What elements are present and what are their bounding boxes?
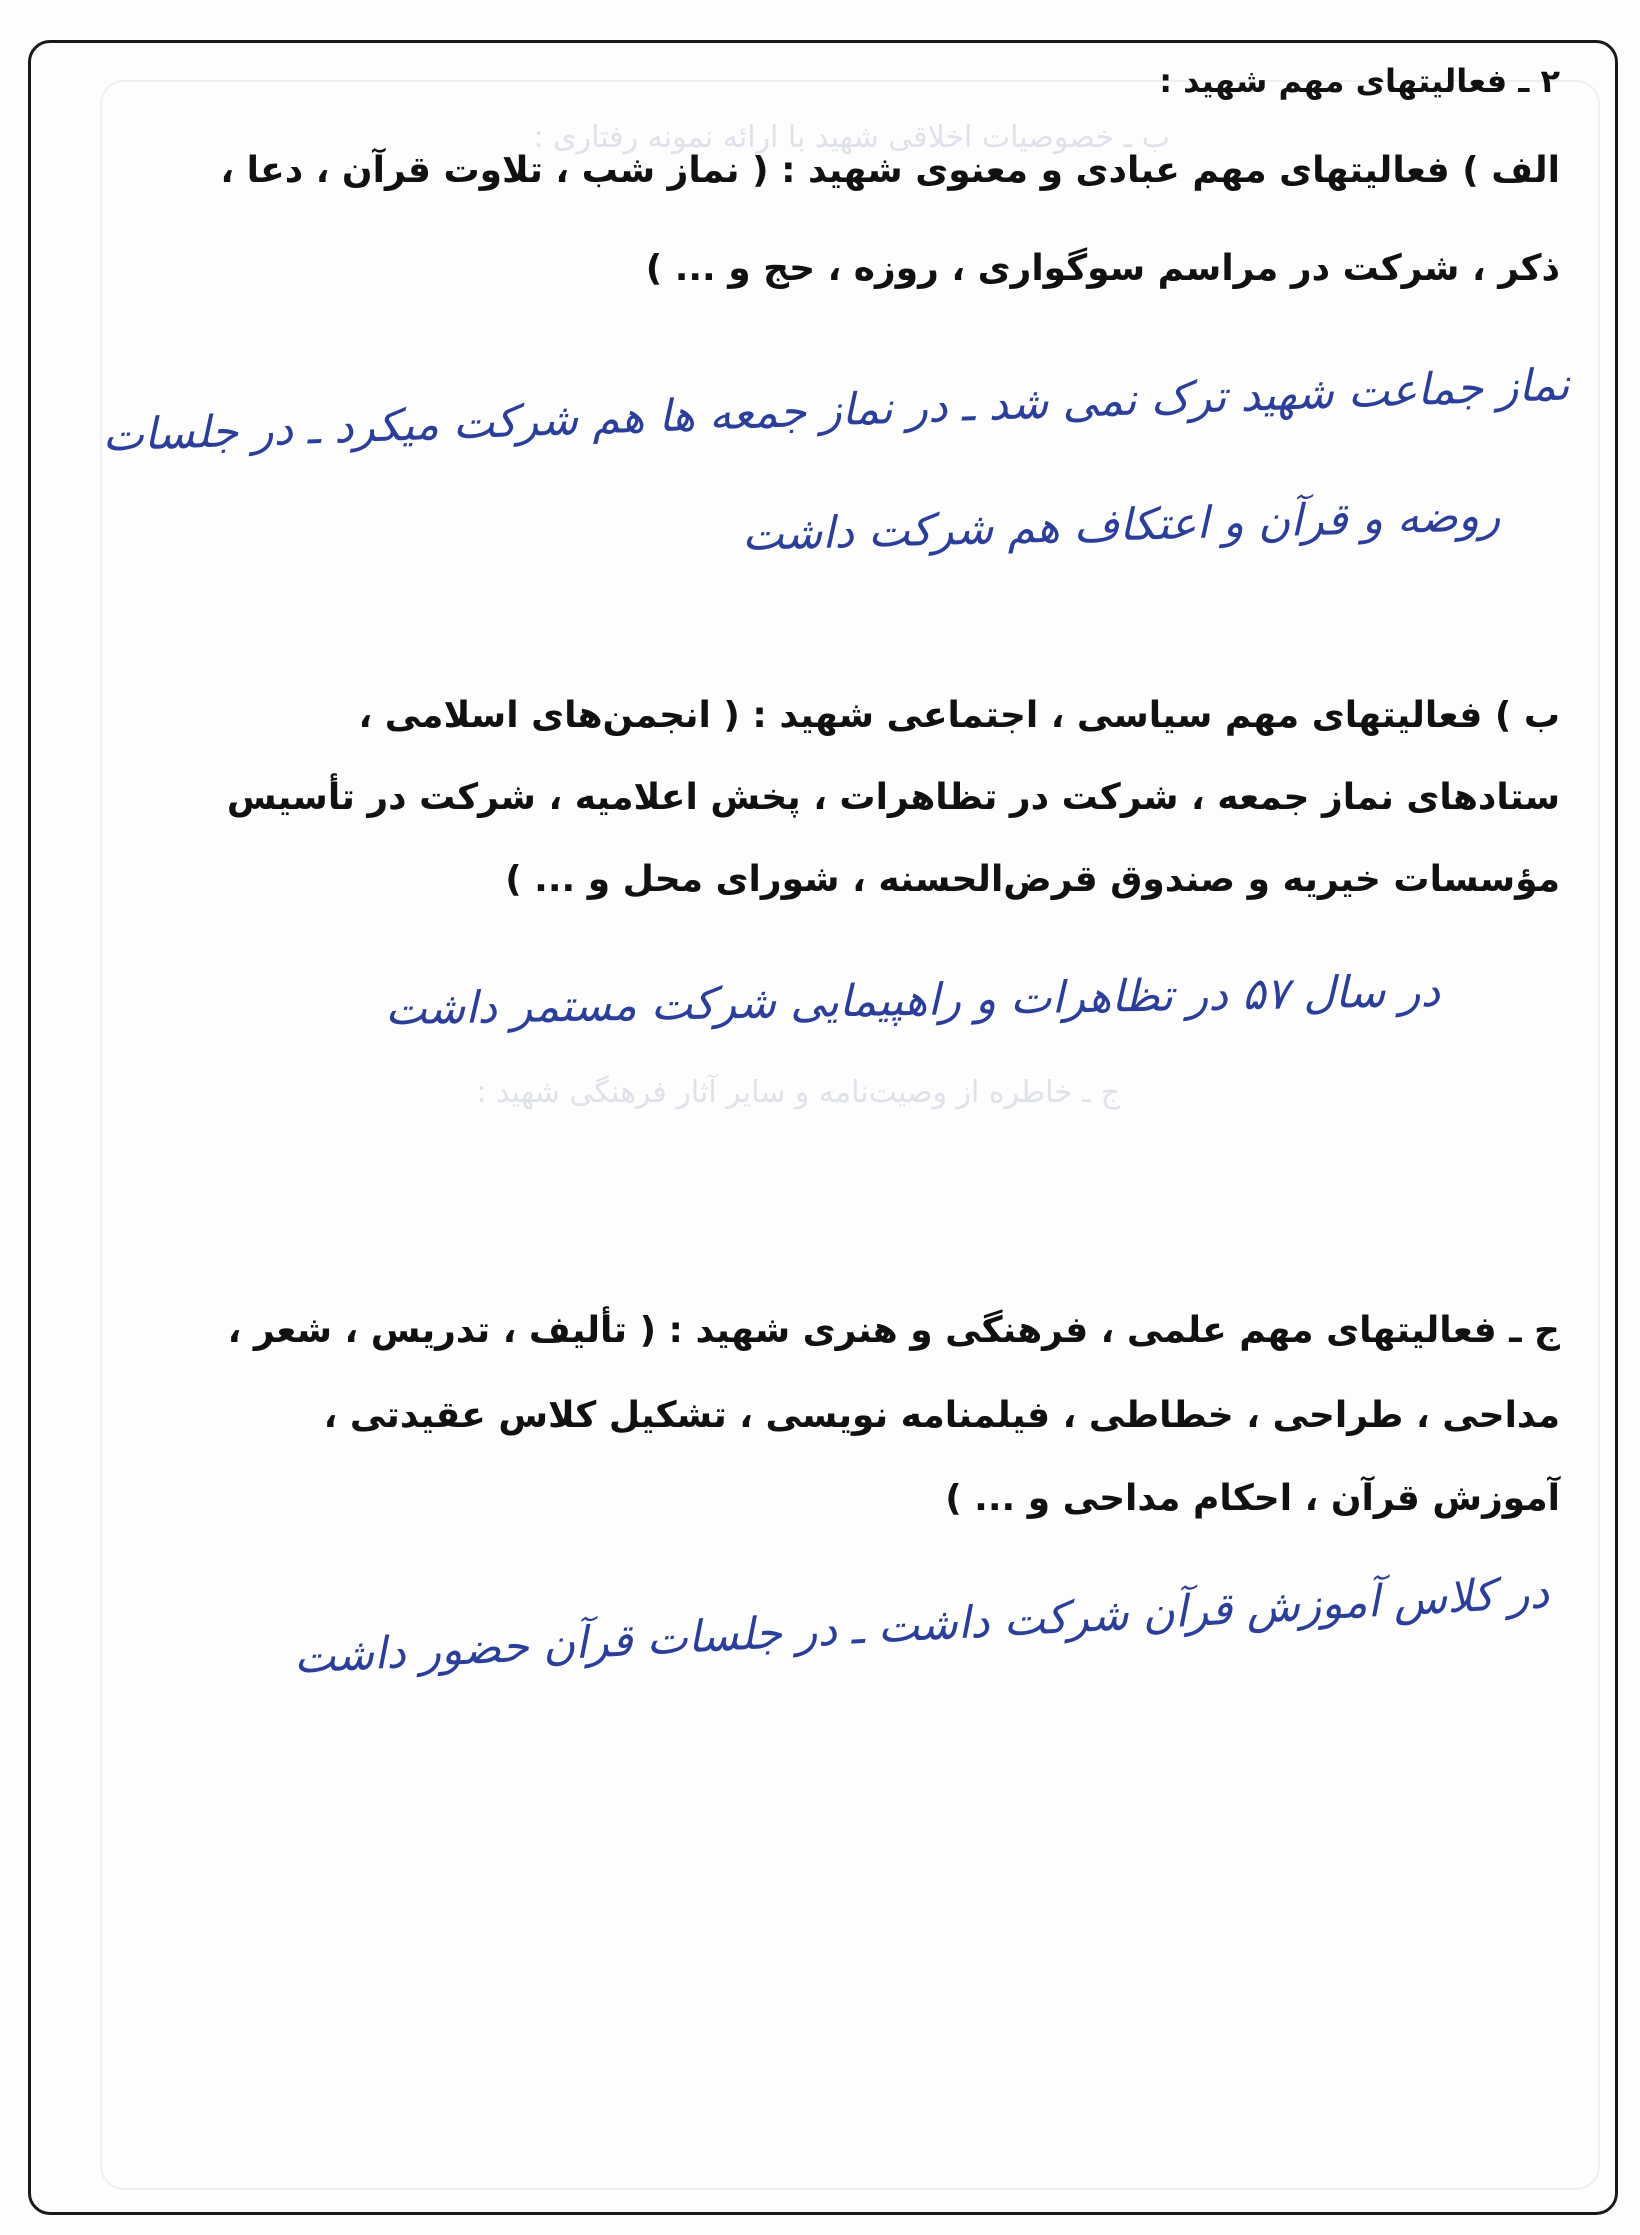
bleed-through-text: ج ـ خاطره از وصیت‌نامه و سایر آثار فرهنگی شهید : [476, 1075, 1120, 1110]
bleed-through-text: ب ـ خصوصیات اخلاقی شهید با ارائه نمونه رفتاری : [533, 120, 1170, 155]
section-c-line-1: ج ـ فعالیتهای مهم علمی ، فرهنگی و هنری شهید : ( تألیف ، تدریس ، شعر ، [227, 1310, 1560, 1351]
section-c-line-3: آموزش قرآن ، احکام مداحی و ... ) [945, 1478, 1560, 1519]
handwritten-answer-c-1: در کلاس آموزش قرآن شرکت داشت ـ در جلسات قرآن حضور داشت [292, 1567, 1551, 1684]
section-b-line-3: مؤسسات خیریه و صندوق قرض‌الحسنه ، شورای محل و ... ) [505, 859, 1560, 900]
section-a-line-1: الف ) فعالیتهای مهم عبادی و معنوی شهید : ( نماز شب ، تلاوت قرآن ، دعا ، [220, 150, 1560, 191]
handwritten-answer-a-2: روضه و قرآن و اعتکاف هم شرکت داشت [741, 490, 1501, 561]
handwritten-answer-a-1: نماز جماعت شهید ترک نمی شد ـ در نماز جمعه ها هم شرکت میکرد ـ در جلسات [101, 359, 1571, 462]
section-c-line-2: مداحی ، طراحی ، خطاطی ، فیلمنامه نویسی ، تشکیل کلاس عقیدتی ، [323, 1395, 1560, 1436]
section-b-line-1: ب ) فعالیتهای مهم سیاسی ، اجتماعی شهید : ( انجمن‌های اسلامی ، [358, 695, 1560, 736]
section-heading: ۲ ـ فعالیتهای مهم شهید : [1159, 62, 1560, 100]
section-b-line-2: ستادهای نماز جمعه ، شرکت در تظاهرات ، پخش اعلامیه ، شرکت در تأسیس [226, 777, 1560, 818]
handwritten-answer-b-1: در سال ۵۷ در تظاهرات و راهپیمایی شرکت مستمر داشت [384, 965, 1441, 1036]
section-a-line-2: ذکر ، شرکت در مراسم سوگواری ، روزه ، حج و ... ) [645, 248, 1560, 289]
